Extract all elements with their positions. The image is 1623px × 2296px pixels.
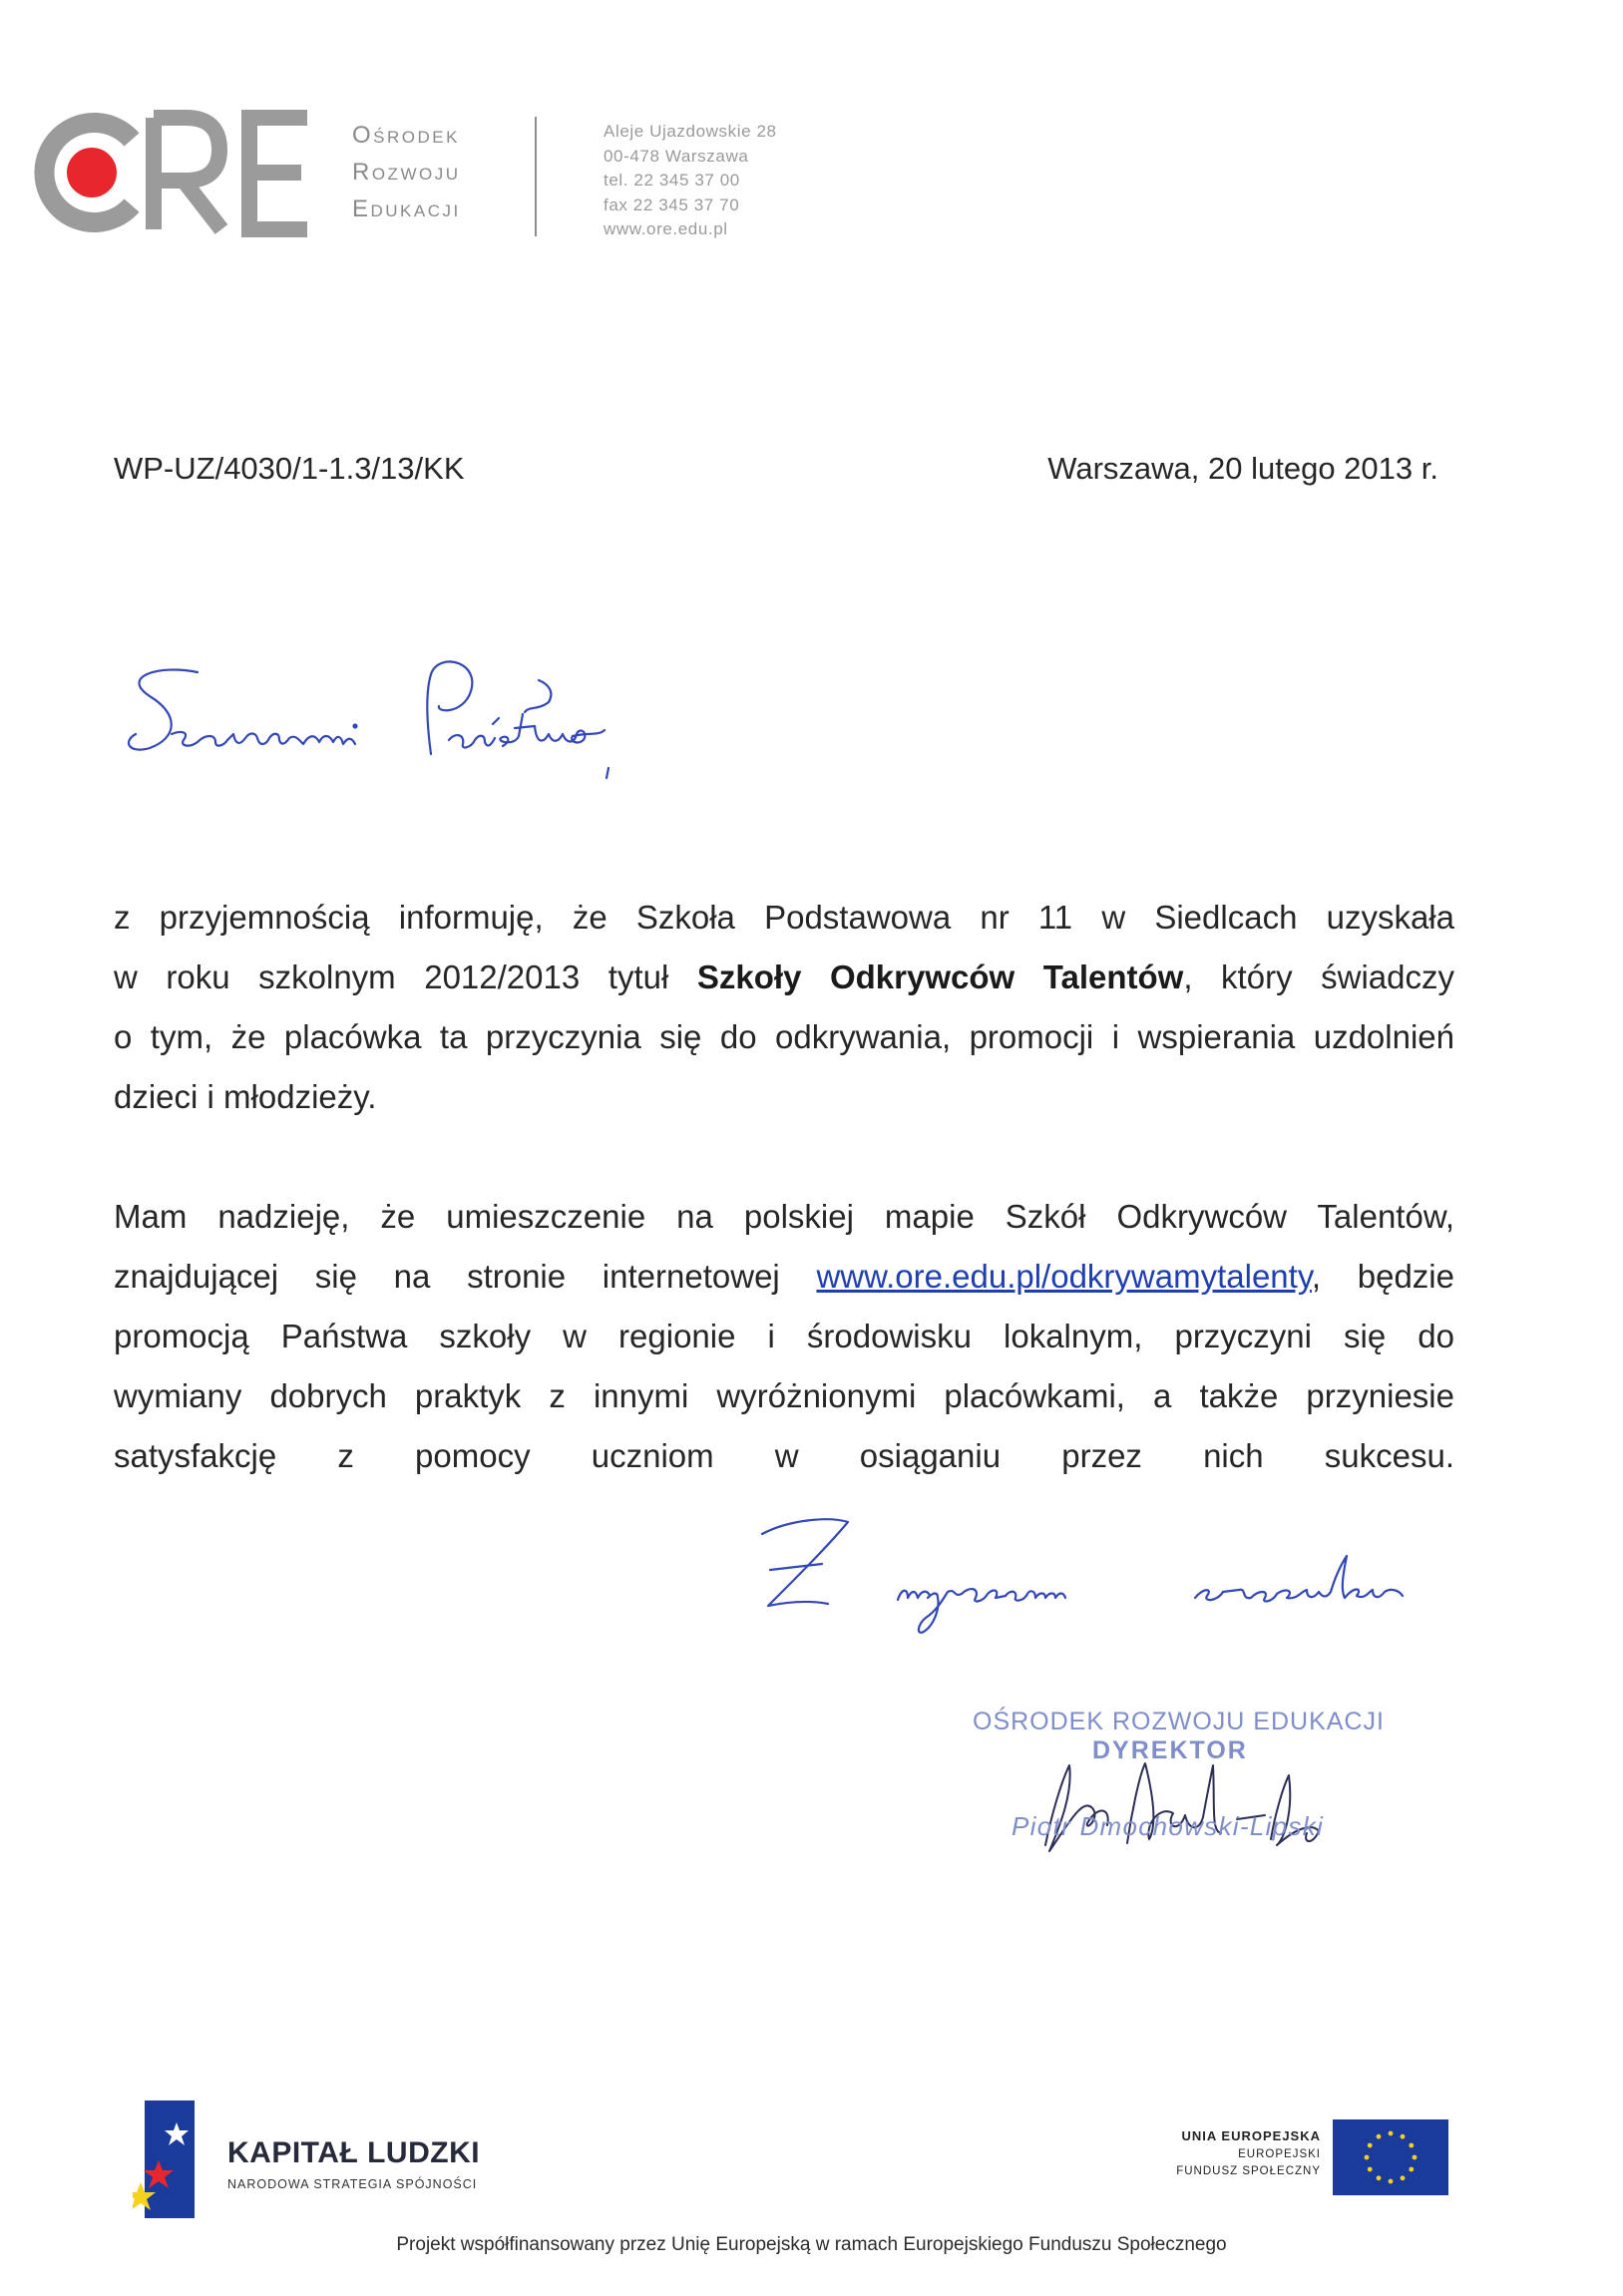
paragraph-line: promocją Państwa szkoły w regionie i środowisku lokalnym, przyczyni się do [114, 1318, 1454, 1354]
reference-number: WP-UZ/4030/1-1.3/13/KK [114, 451, 465, 486]
eu-star-icon [1409, 2143, 1414, 2148]
eu-star-icon [1368, 2167, 1373, 2172]
eu-line: UNIA EUROPEJSKA [1181, 2128, 1321, 2143]
eu-line: EUROPEJSKI [1238, 2148, 1321, 2160]
handwritten-closing [748, 1506, 1496, 1676]
paragraph-line: o tym, że placówka ta przyczynia się do odkrywania, promocji i wspierania uzdolnień [114, 1018, 1454, 1055]
footer-cofinancing-note: Projekt współfinansowany przez Unię Europejską w ramach Europejskiego Funduszu Społecznego [396, 2234, 1227, 2255]
org-name-line: Rozwoju [352, 159, 461, 186]
kapital-ludzki-logo-icon [133, 2101, 203, 2220]
award-title: Szkoły Odkrywców Talentów [696, 958, 1184, 995]
paragraph-line [114, 1247, 1454, 1307]
paragraph-line: dzieci i młodzieży. [114, 1078, 377, 1115]
header-divider [535, 117, 537, 236]
address-city: 00-478 Warszawa [604, 146, 749, 166]
text-segment: , będzie [1311, 1258, 1454, 1295]
paragraph-1 [114, 888, 1454, 1127]
kapital-ludzki-title: KAPITAŁ LUDZKI [227, 2136, 481, 2169]
stamp-role: DYREKTOR [1092, 1736, 1248, 1764]
website-link[interactable]: www.ore.edu.pl/odkrywamytalenty [816, 1258, 1312, 1295]
eu-star-icon [1401, 2175, 1406, 2180]
phone-number: tel. 22 345 37 00 [604, 171, 740, 190]
handwritten-salutation [120, 654, 738, 804]
paragraph-line: z przyjemnością informuję, że Szkoła Podstawowa nr 11 w Siedlcach uzyskała [114, 899, 1454, 936]
eu-star-icon [1368, 2143, 1373, 2148]
paragraph-line: Mam nadzieję, że umieszczenie na polskiej mapie Szkół Odkrywców Talentów, [114, 1198, 1454, 1235]
eu-flag-icon [1333, 2119, 1448, 2195]
address-street: Aleje Ujazdowskie 28 [604, 122, 777, 141]
stamp-organization: OŚRODEK ROZWOJU EDUKACJI [973, 1708, 1385, 1735]
eu-star-icon [1401, 2134, 1406, 2139]
paragraph-line: wymiany dobrych praktyk z innymi wyróżnionymi placówkami, a także przyniesie [114, 1377, 1454, 1414]
paragraph-line: satysfakcję z pomocy uczniom w osiąganiu przez nich sukcesu. [114, 1437, 1454, 1474]
text-segment: , który świadczy [1183, 958, 1454, 995]
stamp-director-name: Piotr Dmochowski-Lipski [1012, 1811, 1325, 1841]
org-name-line: Ośrodek [352, 122, 460, 149]
eu-fund-label [1176, 2126, 1321, 2180]
eu-star-icon [1377, 2134, 1382, 2139]
paragraph-line [114, 948, 1454, 1007]
eu-star-icon [1409, 2167, 1414, 2172]
eu-line: FUNDUSZ SPOŁECZNY [1176, 2165, 1321, 2177]
director-signature [1027, 1735, 1347, 1865]
contact-block [604, 120, 777, 242]
fax-number: fax 22 345 37 70 [604, 194, 740, 214]
text-segment: znajdującej się na stronie internetowej [114, 1258, 817, 1295]
letter-date: Warszawa, 20 lutego 2013 r. [1047, 451, 1438, 486]
eu-star-icon [1377, 2175, 1382, 2180]
eu-star-icon [1413, 2155, 1418, 2160]
text-segment: w roku szkolnym 2012/2013 tytuł [114, 958, 697, 995]
ore-logo [26, 108, 315, 237]
paragraph-2 [114, 1187, 1454, 1486]
kapital-ludzki-subtitle: NARODOWA STRATEGIA SPÓJNOŚCI [227, 2177, 478, 2191]
website-url[interactable]: www.ore.edu.pl [604, 219, 728, 238]
eu-star-icon [1389, 2131, 1394, 2136]
org-name-line: Edukacji [352, 195, 461, 222]
eu-star-icon [1365, 2155, 1370, 2160]
eu-star-icon [1389, 2179, 1394, 2184]
organization-name [352, 117, 461, 227]
